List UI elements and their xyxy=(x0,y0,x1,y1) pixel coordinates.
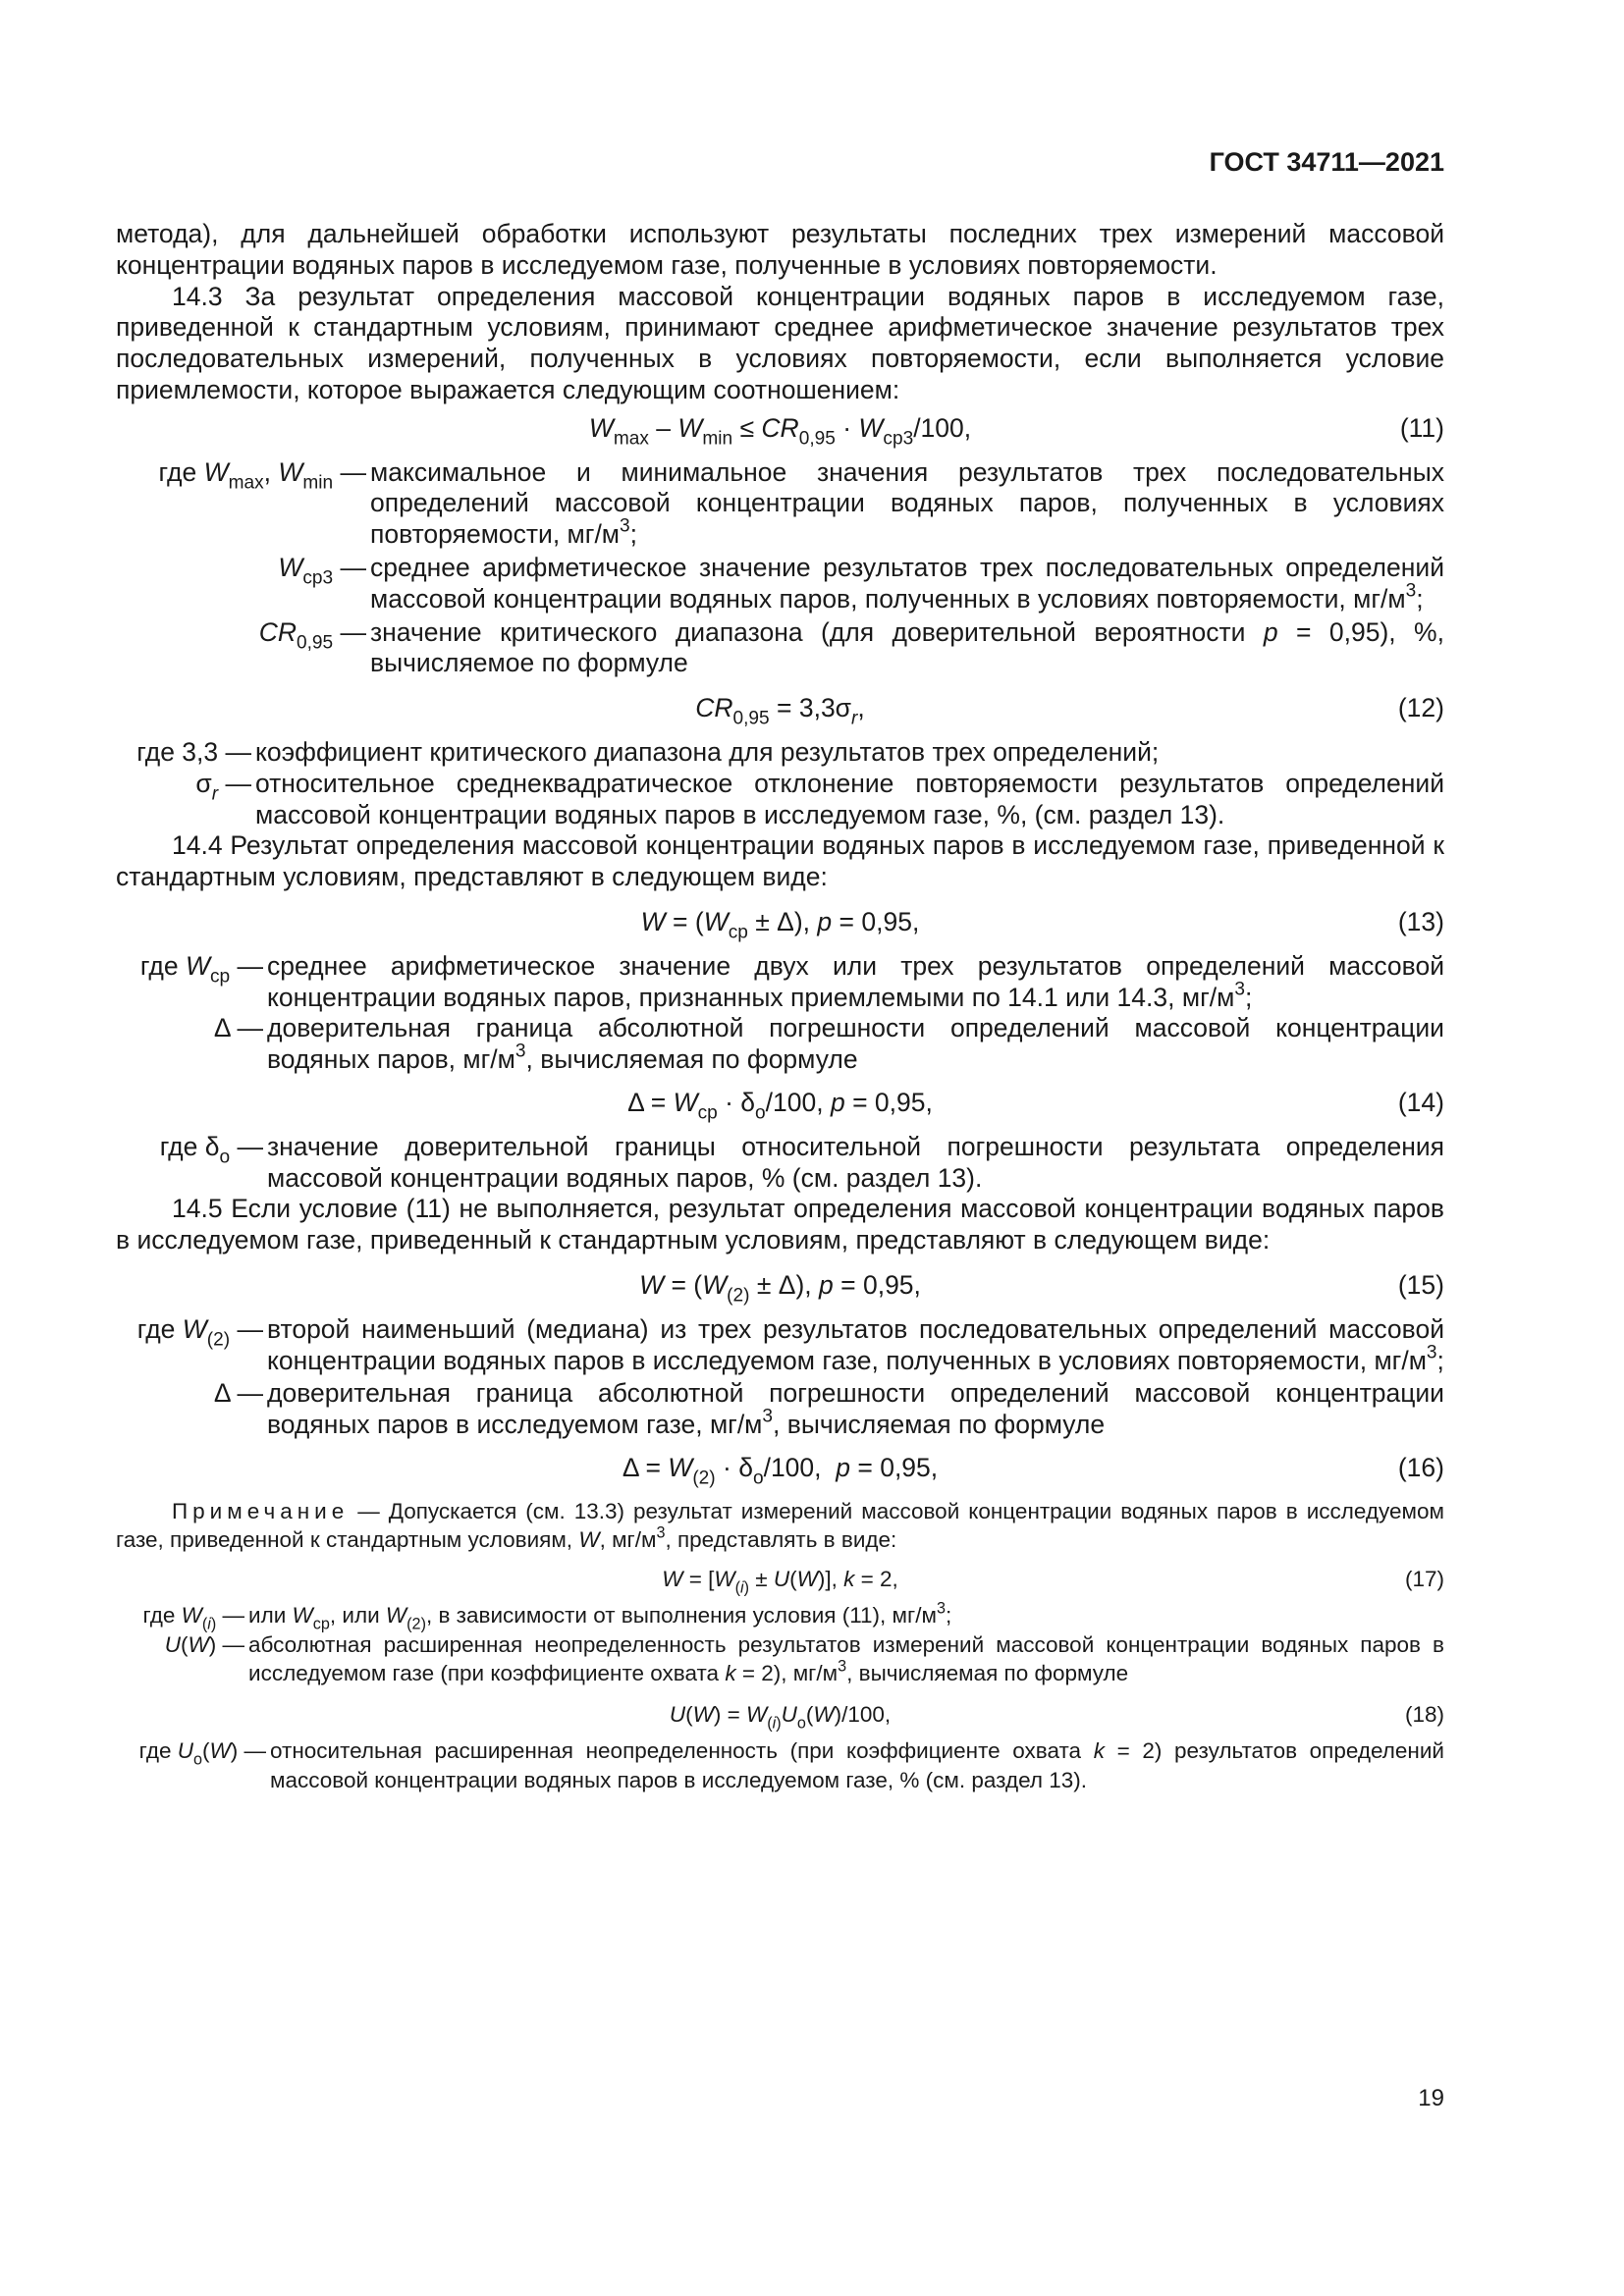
formula-12: $CR_{0,95} = 3,3\sigma_r$, (12) xyxy=(695,693,1444,729)
formula-number: (11) xyxy=(1399,412,1444,443)
note-block xyxy=(116,1497,1444,1795)
formula-number: (15) xyxy=(1397,1269,1444,1300)
definition-wmax-wmin: где $W_{max}$, $W_{min}$ — максимальное и минимальное значения результатов трех последовательных определений массовой концентрации водяных паров, полученных в условиях повторяемости, $мг/м^3$; xyxy=(158,456,1444,550)
paragraph-14-3: 14.3 За результат определения массовой концентрации водяных паров в исследуемом газе, приведенной к стандартным условиям, принимают среднее арифметическое значение результатов трех последовательных измерений, полученных в условиях повторяемости, если выполняется условие приемлемости, которое выражается следующим соотношением: xyxy=(116,281,1444,404)
definition-cr095: $CR_{0,95}$ — значение критического диапазона (для доверительной вероятности p = 0,95), %, вычисляемое по формуле xyxy=(258,616,1444,678)
definition-text: второй наименьший (медиана) из трех результатов последовательных определений массовой концентрации водяных паров в исследуемом газе, полученных в условиях повторяемости, мг/м xyxy=(267,1313,1444,1375)
definition-sigma-r: $\sigma_r$ — относительное среднеквадратическое отклонение повторяемости результатов определений массовой концентрации водяных паров в исследуемом газе, %, (см. раздел 13). xyxy=(195,768,1444,829)
formula-15: $W = (W_{(2)} \pm \Delta)$, p = 0,95, (15) xyxy=(639,1269,1444,1307)
page-body xyxy=(116,219,1444,1794)
definition-text: , вычисляемая по формуле xyxy=(773,1410,1106,1440)
definition-text: = 2) результатов определений массовой концентрации водяных паров в исследуемом газе, % (см. раздел 13). xyxy=(270,1738,1444,1792)
definition-uw: U(W) — абсолютная расширенная неопределенность результатов измерений массовой концентрации водяных паров в исследуемом газе (при коэффициенте охвата k = 2), $мг/м^3$, вычисляемая по формуле xyxy=(164,1631,1444,1686)
definition-text: доверительная граница абсолютной погрешности определений массовой концентрации водяных паров в исследуемом газе, мг/м xyxy=(267,1378,1444,1440)
definition-text: среднее арифметическое значение результатов трех последовательных определений массовой концентрации водяных паров, полученных в условиях повторяемости, мг/м xyxy=(370,552,1444,614)
definition-text: среднее арифметическое значение двух или трех результатов определений массовой концентрации водяных паров, признанных приемлемыми по 14.1 или 14.3, мг/м xyxy=(267,950,1444,1012)
note-label: Примечание xyxy=(172,1498,350,1523)
formula-number: (14) xyxy=(1397,1087,1444,1117)
definition-delta-o: где $\delta_о$ — значение доверительной границы относительной погрешности результата определения массовой концентрации водяных паров, % (см. раздел 13). xyxy=(159,1131,1444,1193)
definition-text: относительное среднеквадратическое отклонение повторяемости результатов определений массовой концентрации водяных паров в исследуемом газе, %, (см. раздел 13). xyxy=(255,768,1444,829)
paragraph-14-5: 14.5 Если условие (11) не выполняется, результат определения массовой концентрации водяных паров в исследуемом газе, приведенный к стандартным условиям, представляют в следующем виде: xyxy=(116,1194,1444,1255)
definition-text: значение критического диапазона (для доверительной вероятности xyxy=(370,616,1264,647)
definition-wsr3: $W_{ср3}$ — среднее арифметическое значение результатов трех последовательных определений массовой концентрации водяных паров, полученных в условиях повторяемости, $мг/м^3$; xyxy=(278,552,1444,614)
definition-uo: где $U_о(W)$ — относительная расширенная неопределенность (при коэффициенте охвата k = 2) результатов определений массовой концентрации водяных паров в исследуемом газе, % (см. раздел 13). xyxy=(138,1738,1444,1792)
formula-17: $W = [W_{(i)} \pm U(W)]$, k = 2, (17) xyxy=(662,1566,1444,1597)
definition-delta: Δ — доверительная граница абсолютной погрешности определений массовой концентрации водяных паров, $мг/м^3$, вычисляемая по формуле xyxy=(213,1013,1444,1075)
definition-text: , вычисляемая по формуле xyxy=(525,1044,858,1075)
paragraph-intro: метода), для дальнейшей обработки используют результаты последних трех измерений массовой концентрации водяных паров в исследуемом газе, полученные в условиях повторяемости. xyxy=(116,219,1444,280)
formula-number: (18) xyxy=(1404,1701,1444,1727)
definition-text: , в зависимости от выполнения условия (11), мг/м xyxy=(425,1603,937,1629)
formula-number: (12) xyxy=(1397,693,1444,723)
definition-text: коэффициент критического диапазона для результатов трех определений; xyxy=(255,736,1160,767)
formula-number: (17) xyxy=(1404,1566,1444,1591)
definition-text: максимальное и минимальное значения результатов трех последовательных определений массовой концентрации водяных паров, полученных в условиях повторяемости, мг/м xyxy=(370,456,1444,550)
definition-text: абсолютная расширенная неопределенность результатов измерений массовой концентрации водяных паров в исследуемом газе (при коэффициенте охвата xyxy=(248,1631,1444,1686)
definition-coef-3-3: где 3,3 — коэффициент критического диапазона для результатов трех определений; xyxy=(116,737,1444,769)
formula-16: $\Delta = W_{(2)} \cdot \delta_о/100$, p = 0,95, (16) xyxy=(622,1452,1444,1489)
definition-wi: где $W_{(i)}$ — или $W_{ср}$, или $W_{(2)}$, в зависимости от выполнения условия (11), $мг/м^3$; xyxy=(142,1599,952,1633)
formula-18: $U(W) = W_{(i)}U_о(W)/100$, (18) xyxy=(669,1701,1444,1733)
formula-13: $W = (W_{ср} \pm \Delta)$, p = 0,95, (13) xyxy=(640,906,1444,943)
page-number: 19 xyxy=(1418,2085,1444,2111)
definition-text: = 2), мг/м xyxy=(735,1661,839,1686)
formula-11: $W_{max} - W_{min} \le CR_{0,95} \cdot W_{ср3}/100$, (11) xyxy=(588,412,1444,450)
definition-text: доверительная граница абсолютной погрешности определений массовой концентрации водяных паров, мг/м xyxy=(267,1013,1444,1075)
definition-delta-2: Δ — доверительная граница абсолютной погрешности определений массовой концентрации водяных паров в исследуемом газе, $мг/м^3$, вычисляемая по формуле xyxy=(213,1378,1444,1440)
definition-w2: где $W_{(2)}$ — второй наименьший (медиана) из трех результатов последовательных определений массовой концентрации водяных паров в исследуемом газе, полученных в условиях повторяемости, $мг/м^3$; xyxy=(136,1313,1444,1375)
paragraph-14-4: 14.4 Результат определения массовой концентрации водяных паров в исследуемом газе, приведенной к стандартным условиям, представляют в следующем виде: xyxy=(116,830,1444,892)
note-text: , представлять в виде: xyxy=(665,1527,897,1553)
definition-text: = 0,95), %, вычисляемое по формуле xyxy=(370,616,1444,678)
definition-text: , вычисляемая по формуле xyxy=(846,1661,1129,1686)
standard-header: ГОСТ 34711—2021 xyxy=(1209,147,1444,177)
formula-14: $\Delta = W_{ср} \cdot \delta_о/100$, p = 0,95, (14) xyxy=(627,1087,1444,1124)
definition-wsr: где $W_{ср}$ — среднее арифметическое значение двух или трех результатов определений массовой концентрации водяных паров, признанных приемлемыми по 14.1 или 14.3, $мг/м^3$; xyxy=(139,950,1444,1012)
note-text: — Допускается (см. 13.3) результат измерений массовой концентрации водяных паров в исследуемом газе, приведенной к стандартным условиям, xyxy=(116,1498,1444,1553)
note-paragraph: Примечание — Допускается (см. 13.3) результат измерений массовой концентрации водяных паров в исследуемом газе, приведенной к стандартным условиям, W, $мг/м^3$, представлять в виде: xyxy=(116,1498,1444,1553)
definition-text: значение доверительной границы относительной погрешности результата определения массовой концентрации водяных паров, % (см. раздел 13). xyxy=(267,1131,1444,1193)
formula-number: (16) xyxy=(1397,1452,1444,1482)
note-text: , мг/м xyxy=(599,1527,657,1553)
definition-text: относительная расширенная неопределенность (при коэффициенте охвата xyxy=(270,1738,1094,1764)
formula-number: (13) xyxy=(1397,906,1444,936)
